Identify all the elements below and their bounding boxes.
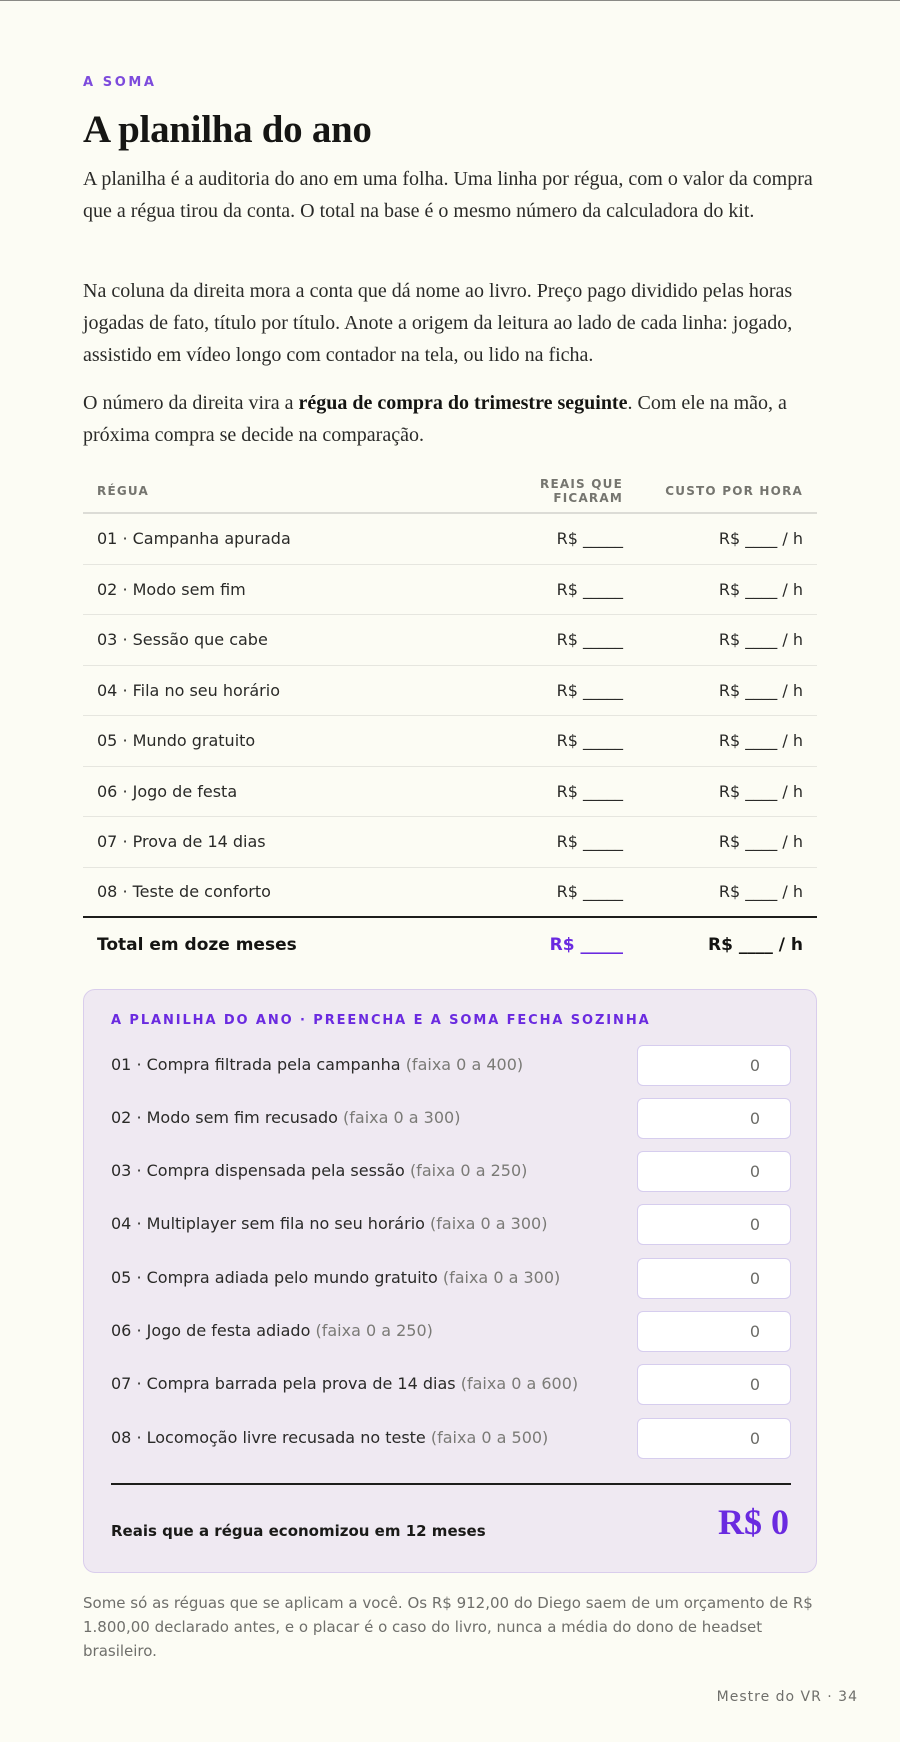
- amount-input[interactable]: 0: [637, 1258, 791, 1299]
- amount-input[interactable]: 0: [637, 1098, 791, 1139]
- conclusion-paragraph: [83, 387, 823, 451]
- calculator-row-label: [111, 1055, 523, 1074]
- row-range-hint: (faixa 0 a 250): [315, 1321, 433, 1340]
- row-saved-blank: R$ _____: [556, 630, 623, 650]
- row-cost-blank: R$ ____ / h: [718, 832, 803, 852]
- calculator-row: [111, 1202, 791, 1246]
- calculator-row-label: [111, 1268, 560, 1287]
- row-range-hint: (faixa 0 a 600): [460, 1374, 579, 1393]
- calculator-row-label: [111, 1214, 547, 1233]
- year-calculator-card: [83, 989, 817, 1573]
- row-label-text: 01 · Compra filtrada pela campanha: [111, 1055, 401, 1074]
- row-rule-name: 01 · Campanha apurada: [97, 529, 291, 549]
- table-row: [83, 868, 817, 919]
- row-rule-name: 05 · Mundo gratuito: [97, 731, 256, 751]
- row-cost-blank: R$ ____ / h: [718, 529, 803, 549]
- total-cost-blank: R$ ____ / h: [708, 935, 803, 955]
- calculator-row-label: [111, 1428, 548, 1447]
- row-saved-blank: R$ _____: [556, 579, 623, 599]
- row-label-text: 05 · Compra adiada pelo mundo gratuito: [111, 1268, 438, 1287]
- calculator-row: [111, 1416, 791, 1460]
- column-header-saved: REAIS QUE FICARAM: [540, 476, 623, 505]
- row-range-hint: (faixa 0 a 300): [430, 1214, 548, 1233]
- table-row: [83, 767, 817, 818]
- page-title: A planilha do ano: [83, 108, 372, 151]
- amount-input[interactable]: 0: [637, 1151, 791, 1192]
- page-folio: Mestre do VR · 34: [716, 1689, 858, 1705]
- amount-input[interactable]: 0: [637, 1418, 791, 1459]
- calculator-divider: [111, 1483, 791, 1485]
- footnote: Some só as réguas que se aplicam a você. Os R$ 912,00 do Diego saem de um orçamento de R$ 1.800,00 declarado antes, e o placar é o caso do livro, nunca a média do dono de headset brasileiro.: [83, 1594, 813, 1660]
- row-label-text: 07 · Compra barrada pela prova de 14 dias: [111, 1374, 456, 1393]
- row-label-text: 04 · Multiplayer sem fila no seu horário: [111, 1214, 425, 1233]
- table-header: [83, 469, 817, 514]
- year-spreadsheet-table: [83, 469, 817, 972]
- total-label: Total em doze meses: [97, 935, 297, 955]
- row-rule-name: 02 · Modo sem fim: [97, 579, 246, 599]
- table-row: [83, 514, 817, 565]
- row-saved-blank: R$ _____: [556, 529, 623, 549]
- row-cost-blank: R$ ____ / h: [718, 579, 803, 599]
- amount-input[interactable]: 0: [637, 1045, 791, 1086]
- row-range-hint: (faixa 0 a 400): [405, 1055, 524, 1074]
- calculator-row-label: [111, 1108, 460, 1127]
- row-label-text: 08 · Locomoção livre recusada no teste: [111, 1428, 426, 1447]
- row-saved-blank: R$ _____: [556, 832, 623, 852]
- calculator-title: A PLANILHA DO ANO · PREENCHA E A SOMA FECHA SOZINHA: [111, 1013, 651, 1028]
- table-row: [83, 716, 817, 767]
- row-saved-blank: R$ _____: [556, 731, 623, 751]
- row-range-hint: (faixa 0 a 300): [442, 1268, 561, 1287]
- conclusion-text-end: . Com ele na mão, a próxima compra se decide na comparação.: [83, 392, 787, 446]
- row-cost-blank: R$ ____ / h: [718, 882, 803, 902]
- section-eyebrow: A SOMA: [83, 75, 157, 90]
- amount-input[interactable]: 0: [637, 1204, 791, 1245]
- row-rule-name: 06 · Jogo de festa: [97, 781, 238, 801]
- row-rule-name: 04 · Fila no seu horário: [97, 680, 280, 700]
- calculator-row: [111, 1043, 791, 1087]
- calculator-row: [111, 1362, 791, 1406]
- row-cost-blank: R$ ____ / h: [718, 630, 803, 650]
- calculator-row: [111, 1309, 791, 1353]
- table-row: [83, 817, 817, 868]
- conclusion-highlight: régua de compra do trimestre seguinte: [298, 392, 628, 414]
- table-total-row: [83, 918, 817, 972]
- row-rule-name: 03 · Sessão que cabe: [97, 630, 268, 650]
- method-paragraph: Na coluna da direita mora a conta que dá nome ao livro. Preço pago dividido pelas horas jogadas de fato, título por título. Anote a origem da leitura ao lado de cada linha: jogado, assistido em vídeo longo com contador na tela, ou lido na ficha.: [83, 280, 793, 366]
- calculator-total-value: R$ 0: [718, 1502, 789, 1542]
- amount-input[interactable]: 0: [637, 1311, 791, 1352]
- row-range-hint: (faixa 0 a 250): [409, 1161, 528, 1180]
- row-label-text: 03 · Compra dispensada pela sessão: [111, 1161, 405, 1180]
- row-cost-blank: R$ ____ / h: [718, 680, 803, 700]
- column-header-cost-per-hour: CUSTO POR HORA: [665, 483, 803, 498]
- row-cost-blank: R$ ____ / h: [718, 781, 803, 801]
- row-saved-blank: R$ _____: [556, 680, 623, 700]
- row-range-hint: (faixa 0 a 300): [343, 1108, 461, 1127]
- calculator-row: [111, 1256, 791, 1300]
- row-rule-name: 08 · Teste de conforto: [97, 882, 271, 902]
- row-rule-name: 07 · Prova de 14 dias: [97, 832, 266, 852]
- intro-paragraph: A planilha é a auditoria do ano em uma folha. Uma linha por régua, com o valor da compra que a régua tirou da conta. O total na base é o mesmo número da calculadora do kit.: [83, 168, 813, 222]
- calculator-row: [111, 1096, 791, 1140]
- amount-input[interactable]: 0: [637, 1364, 791, 1405]
- table-row: [83, 615, 817, 666]
- row-range-hint: (faixa 0 a 500): [430, 1428, 549, 1447]
- column-header-rule: RÉGUA: [97, 483, 149, 498]
- calculator-row-label: [111, 1374, 578, 1393]
- table-row: [83, 565, 817, 616]
- row-saved-blank: R$ _____: [556, 781, 623, 801]
- row-saved-blank: R$ _____: [556, 882, 623, 902]
- row-label-text: 02 · Modo sem fim recusado: [111, 1108, 338, 1127]
- calculator-row-label: [111, 1161, 527, 1180]
- row-cost-blank: R$ ____ / h: [718, 731, 803, 751]
- row-label-text: 06 · Jogo de festa adiado: [111, 1321, 311, 1340]
- conclusion-text-start: O número da direita vira a: [83, 392, 299, 414]
- calculator-row-label: [111, 1321, 433, 1340]
- table-row: [83, 666, 817, 717]
- calculator-total-label: Reais que a régua economizou em 12 meses: [111, 1522, 486, 1540]
- total-saved-blank: R$ _____: [549, 935, 623, 955]
- calculator-row: [111, 1149, 791, 1193]
